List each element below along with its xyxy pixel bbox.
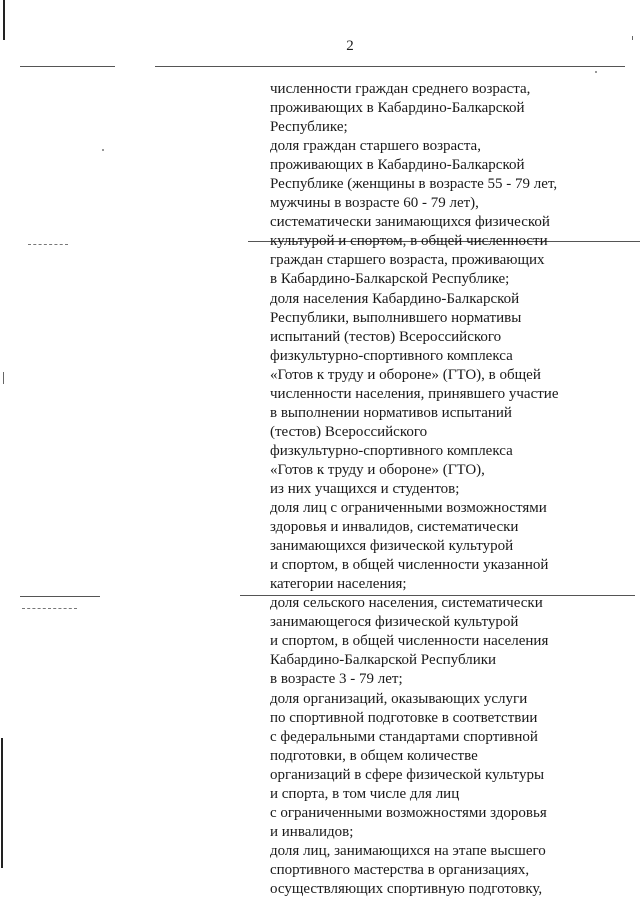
text-line: в Кабардино-Балкарской Республике; <box>270 271 510 288</box>
table-rule-top <box>20 66 115 67</box>
scan-edge-mark-top <box>3 0 5 40</box>
text-line: физкультурно-спортивного комплекса <box>270 442 513 459</box>
text-line: численности населения, принявшего участие <box>270 385 559 402</box>
text-line: мужчины в возрасте 60 - 79 лет), <box>270 195 479 212</box>
text-line: в выполнении нормативов испытаний <box>270 404 512 421</box>
text-line: Республике (женщины в возрасте 55 - 79 лет, <box>270 176 558 193</box>
text-line: граждан старшего возраста, проживающих <box>270 252 545 269</box>
table-rule-lower <box>20 596 100 597</box>
text-line: «Готов к труду и обороне» (ГТО), в общей <box>270 366 541 383</box>
text-line: с ограниченными возможностями здоровья <box>270 804 547 821</box>
text-line: Республике; <box>270 119 348 136</box>
table-rule-lower-left <box>22 608 77 609</box>
scan-tick-left <box>3 372 4 384</box>
scan-speck <box>595 71 597 73</box>
indicator-text-column <box>270 80 570 899</box>
text-line: (тестов) Всероссийского <box>270 423 428 440</box>
text-line: организаций в сфере физической культуры <box>270 766 545 783</box>
text-line: численности граждан среднего возраста, <box>270 81 531 97</box>
text-line: по спортивной подготовке в соответствии <box>270 709 538 726</box>
text-line: категории населения; <box>270 576 407 593</box>
text-line: из них учащихся и студентов; <box>270 480 460 497</box>
text-line: спортивного мастерства в организациях, <box>270 861 530 878</box>
table-rule-top <box>155 66 625 67</box>
text-line: «Готов к труду и обороне» (ГТО), <box>270 461 485 478</box>
text-line: доля лиц, занимающихся на этапе высшего <box>270 842 546 859</box>
text-line: культурой и спортом, в общей численности <box>270 233 548 250</box>
page-number: 2 <box>346 38 354 54</box>
text-line: занимающегося физической культурой <box>270 614 519 631</box>
text-line: доля граждан старшего возраста, <box>270 138 481 155</box>
text-line: в возрасте 3 - 79 лет; <box>270 671 403 688</box>
text-line: физкультурно-спортивного комплекса <box>270 347 513 364</box>
text-line: занимающихся физической культурой <box>270 538 514 555</box>
text-line: доля организаций, оказывающих услуги <box>270 690 528 707</box>
text-line: осуществляющих спортивную подготовку, <box>270 880 543 897</box>
text-line: с федеральными стандартами спортивной <box>270 728 538 745</box>
text-line: подготовки, в общем количестве <box>270 747 478 764</box>
text-line: доля лиц с ограниченными возможностями <box>270 500 547 517</box>
text-line: Республики, выполнившего нормативы <box>270 309 522 326</box>
table-rule-middle-left <box>28 244 68 245</box>
text-line: проживающих в Кабардино-Балкарской <box>270 100 525 117</box>
text-line: и спорта, в том числе для лиц <box>270 785 460 802</box>
text-line: доля сельского населения, систематически <box>270 595 543 612</box>
text-line: Кабардино-Балкарской Республики <box>270 652 497 669</box>
text-line: и спортом, в общей численности населения <box>270 633 549 650</box>
text-line: проживающих в Кабардино-Балкарской <box>270 157 525 174</box>
text-line: систематически занимающихся физической <box>270 214 550 231</box>
text-line: здоровья и инвалидов, систематически <box>270 519 519 536</box>
scan-edge-mark-bottom <box>1 738 3 868</box>
text-line: испытаний (тестов) Всероссийского <box>270 328 502 345</box>
text-line: доля населения Кабардино-Балкарской <box>270 290 520 307</box>
text-line: и инвалидов; <box>270 823 354 840</box>
scan-speck <box>102 149 104 151</box>
text-line: и спортом, в общей численности указанной <box>270 557 549 574</box>
